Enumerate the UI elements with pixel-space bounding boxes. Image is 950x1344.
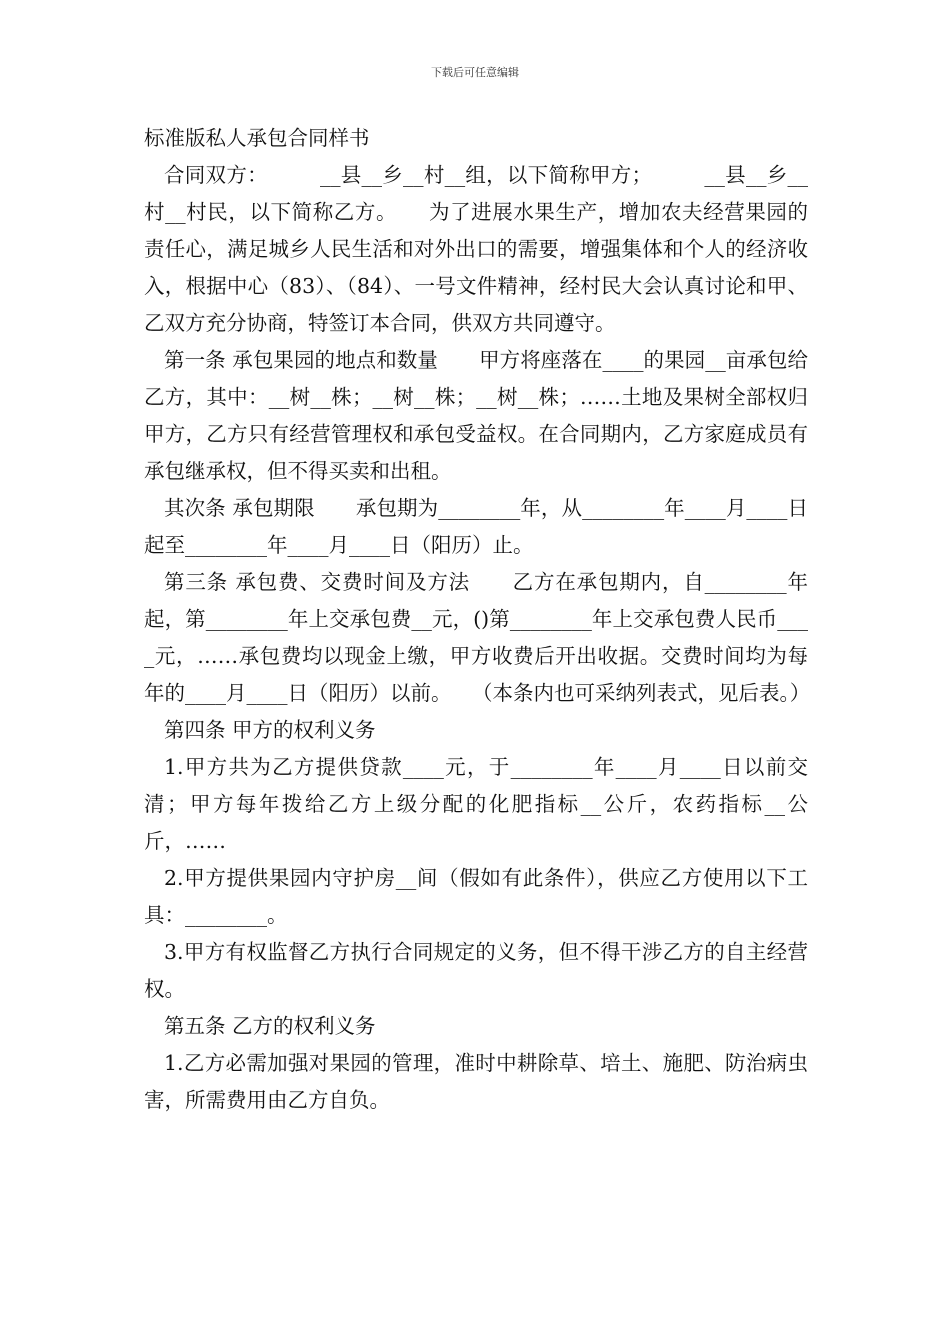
document-title: 标准版私人承包合同样书 [144, 126, 370, 150]
article-4-item-1: 1.甲方共为乙方提供贷款____元，于________年____月____日以前交清；甲方每年拨给乙方上级分配的化肥指标__公斤，农药指标__公斤，…… [144, 755, 808, 853]
article-3-paragraph: 第三条 承包费、交费时间及方法 乙方在承包期内，自________年起，第________年上交承包费__元，()第________年上交承包费人民币____元，……承包费均以现金上缴，甲方收费后开出收据。交费时间均为每年的____月____日（阳历）以前。 （本条内也可采纳列表式，见后表。） [144, 570, 811, 705]
article-4-heading: 第四条 甲方的权利义务 [164, 718, 376, 742]
contract-parties-paragraph: 合同双方： __县__乡__村__组，以下简称甲方； __县__乡__村__村民，以下简称乙方。 为了进展水果生产，增加农夫经营果园的责任心，满足城乡人民生活和对外出口的需要，增强集体和个人的经济收入，根据中心（83）、（84）、一号文件精神，经村民大会认真讨论和甲、乙双方充分协商，特签订本合同，供双方共同遵守。 [144, 163, 808, 335]
header-note: 下载后可任意编辑 [431, 66, 519, 79]
article-5-heading: 第五条 乙方的权利义务 [164, 1014, 376, 1038]
article-4-item-2: 2.甲方提供果园内守护房__间（假如有此条件），供应乙方使用以下工具：________。 [144, 866, 808, 927]
article-1-paragraph: 第一条 承包果园的地点和数量 甲方将座落在____的果园__亩承包给乙方，其中：__树__株；__树__株；__树__株；……土地及果树全部权归甲方，乙方只有经营管理权和承包受益权。在合同期内，乙方家庭成员有承包继承权，但不得买卖和出租。 [144, 348, 808, 483]
document-body [144, 120, 811, 1119]
article-5-item-1: 1.乙方必需加强对果园的管理，准时中耕除草、培土、施肥、防治病虫害，所需费用由乙方自负。 [144, 1051, 808, 1112]
article-2-paragraph: 其次条 承包期限 承包期为________年，从________年____月____日起至________年____月____日（阳历）止。 [144, 496, 808, 557]
article-4-item-3: 3.甲方有权监督乙方执行合同规定的义务，但不得干涉乙方的自主经营权。 [144, 940, 808, 1001]
